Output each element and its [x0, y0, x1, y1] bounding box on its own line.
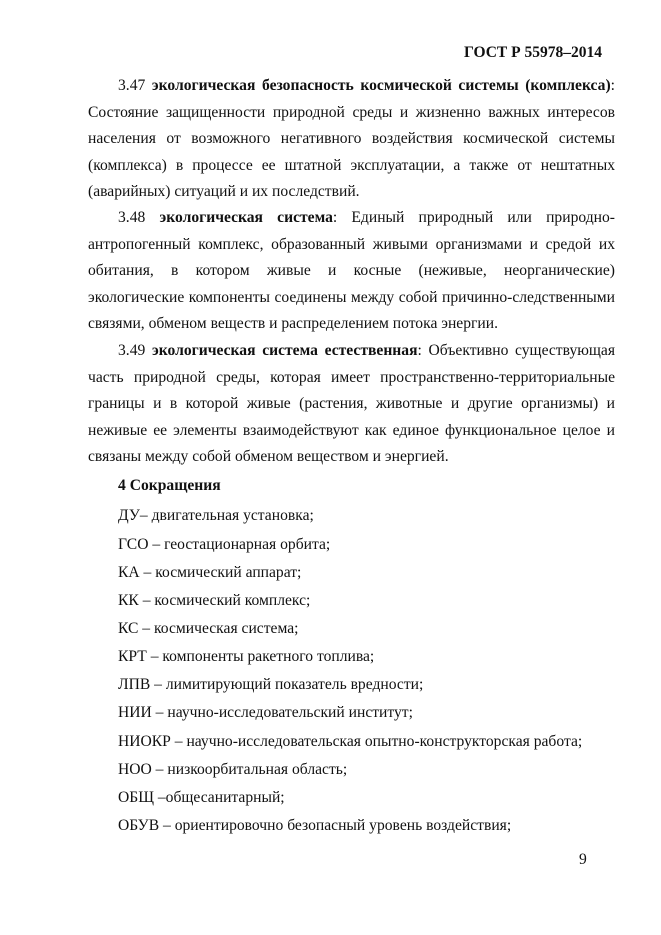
abbreviation-item: НИОКР – научно-исследовательская опытно-конструкторская работа; [118, 733, 583, 750]
term-definition: : Состояние защищенности природной среды и жизненно важных интересов населения от возможного негативного воздействия космической системы (комплекса) в процессе ее штатной эксплуатации, а также от нештатных (аварийных) ситуаций и их последствий. [88, 77, 615, 201]
document-code-header: ГОСТ Р 55978–2014 [464, 44, 602, 61]
term-definition: : Единый природный или природно-антропогенный комплекс, образованный живыми организмами и средой их обитания, в котором живые и косные (неживые, неорганические) экологические компоненты соединены между собой причинно-следственными связями, обменом веществ и распределением потока энергии. [88, 209, 615, 333]
abbreviation-item: ОБУВ – ориентировочно безопасный уровень воздействия; [118, 817, 512, 834]
abbreviation-item: НИИ – научно-исследовательский институт; [118, 704, 413, 721]
term-name: экологическая безопасность космической системы (комплекса) [151, 77, 611, 94]
abbreviation-item: КРТ – компоненты ракетного топлива; [118, 648, 375, 665]
term-name: экологическая система естественная [151, 342, 418, 359]
abbreviation-item: ДУ– двигательная установка; [118, 507, 314, 524]
term-definition: : Объективно существующая часть природной среды, которая имеет пространственно-территориальные границы и в которой живые (растения, животные и другие организмы) и неживые ее элементы взаимодействуют как единое функциональное целое и связаны между собой обменом веществом и энергией. [88, 342, 615, 466]
abbreviation-item: ЛПВ – лимитирующий показатель вредности; [118, 676, 424, 693]
term-name: экологическая система [159, 209, 333, 226]
definition-paragraph-3-49 [88, 338, 615, 471]
abbreviation-item: КС – космическая система; [118, 620, 299, 637]
abbreviation-item: КА – космический аппарат; [118, 564, 302, 581]
definition-paragraph-3-48 [88, 205, 615, 338]
page-number: 9 [579, 851, 587, 868]
abbreviation-item: НОО – низкоорбитальная область; [118, 761, 348, 778]
abbreviation-item: ГСО – геостационарная орбита; [118, 536, 331, 553]
clause-number: 3.49 [118, 342, 146, 359]
abbreviation-item: ОБЩ –общесанитарный; [118, 789, 285, 806]
clause-number: 3.47 [118, 77, 146, 94]
abbreviation-item: КК – космический комплекс; [118, 592, 311, 609]
clause-number: 3.48 [118, 209, 146, 226]
definition-paragraph-3-47 [88, 73, 615, 206]
section-title: 4 Сокращения [118, 477, 221, 494]
